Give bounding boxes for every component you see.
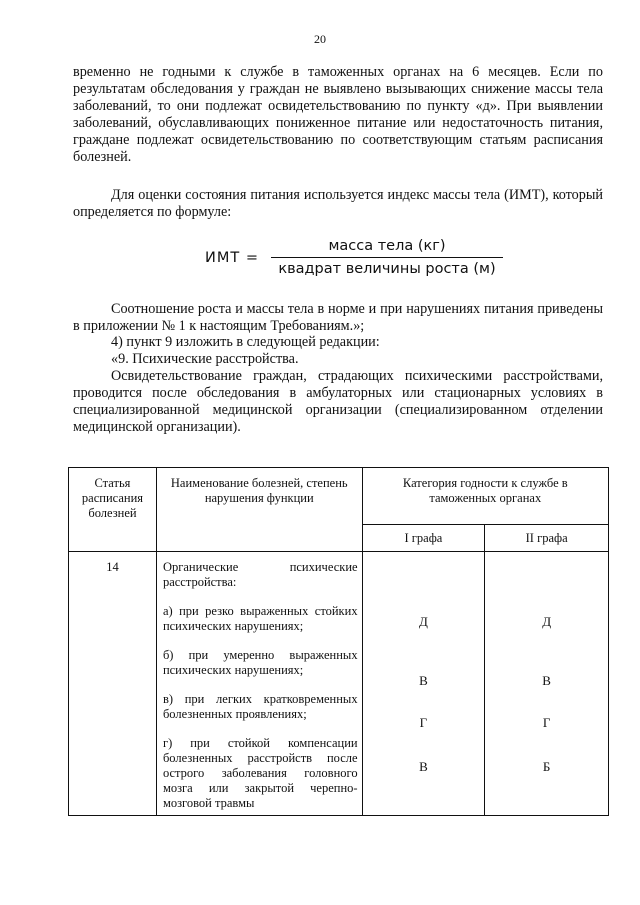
disease-title: Органические психические расстройства: (162, 560, 358, 589)
header-column-2: II графа (485, 525, 609, 552)
article-number: 14 (69, 552, 157, 816)
grade-2-c: Г (542, 715, 551, 730)
disease-item-c: в) при легких кратковременных болезненных проявлениях; (162, 692, 358, 721)
fitness-table (68, 467, 609, 816)
header-category: Категория годности к службе в таможенных органах (362, 468, 608, 525)
disease-item-d: г) при стойкой компенсации болезненных расстройств после острого заболевания головного мозга или закрытой черепно-мозговой травмы (162, 736, 358, 810)
formula-denominator: квадрат величины роста (м) (278, 261, 496, 277)
grade-column-2 (485, 552, 609, 816)
formula-numerator: масса тела (кг) (328, 238, 446, 254)
grade-2-a: Д (542, 614, 552, 629)
grade-1-d: В (419, 759, 428, 774)
grade-1-b: В (419, 673, 428, 688)
page-number: 20 (314, 32, 326, 46)
disease-item-a: а) при резко выраженных стойких психических нарушениях; (162, 604, 358, 633)
header-disease: Наименование болезней, степень нарушения функции (156, 468, 362, 552)
bmi-formula (205, 238, 503, 277)
paragraph-point-9: 4) пункт 9 изложить в следующей редакции: (111, 334, 380, 350)
grade-2-d: Б (542, 759, 551, 774)
grade-2-b: В (542, 673, 551, 688)
grade-1-c: Г (419, 715, 428, 730)
paragraph-bmi-intro: временно не годными к службе в таможенных органах на 6 месяцев. Если по результатам обследования у граждан не выявлено вызывающих снижение массы тела заболеваний, то они подлежат освидетельствованию по пункту «д». При выявлении заболеваний, обуславливающих пониженное питание или недостаточность питания, граждане подлежат освидетельствованию по соответствующим статьям расписания болезней. (73, 64, 603, 165)
paragraph-ratio: Соотношение роста и массы тела в норме и при нарушениях питания приведены в приложении № 1 к настоящим Требованиям.»; (73, 301, 603, 334)
paragraph-section-title: «9. Психические расстройства. (111, 351, 299, 367)
formula-fraction (271, 238, 503, 277)
table-row (69, 552, 609, 816)
grade-1-a: Д (418, 614, 428, 629)
disease-description (156, 552, 362, 816)
header-article: Статья расписания болезней (69, 468, 157, 552)
header-column-1: I графа (362, 525, 485, 552)
grade-column-1 (362, 552, 485, 816)
paragraph-examination: Освидетельствование граждан, страдающих психическими расстройствами, проводится после обследования в амбулаторных или стационарных условиях в специализированной медицинской организации (специализированном отделении медицинской организации). (73, 368, 603, 435)
disease-item-b: б) при умеренно выраженных психических нарушениях; (162, 648, 358, 677)
paragraph-bmi-definition: Для оценки состояния питания используется индекс массы тела (ИМТ), который определяется по формуле: (73, 187, 603, 220)
formula-lhs: ИМТ = (205, 249, 259, 266)
